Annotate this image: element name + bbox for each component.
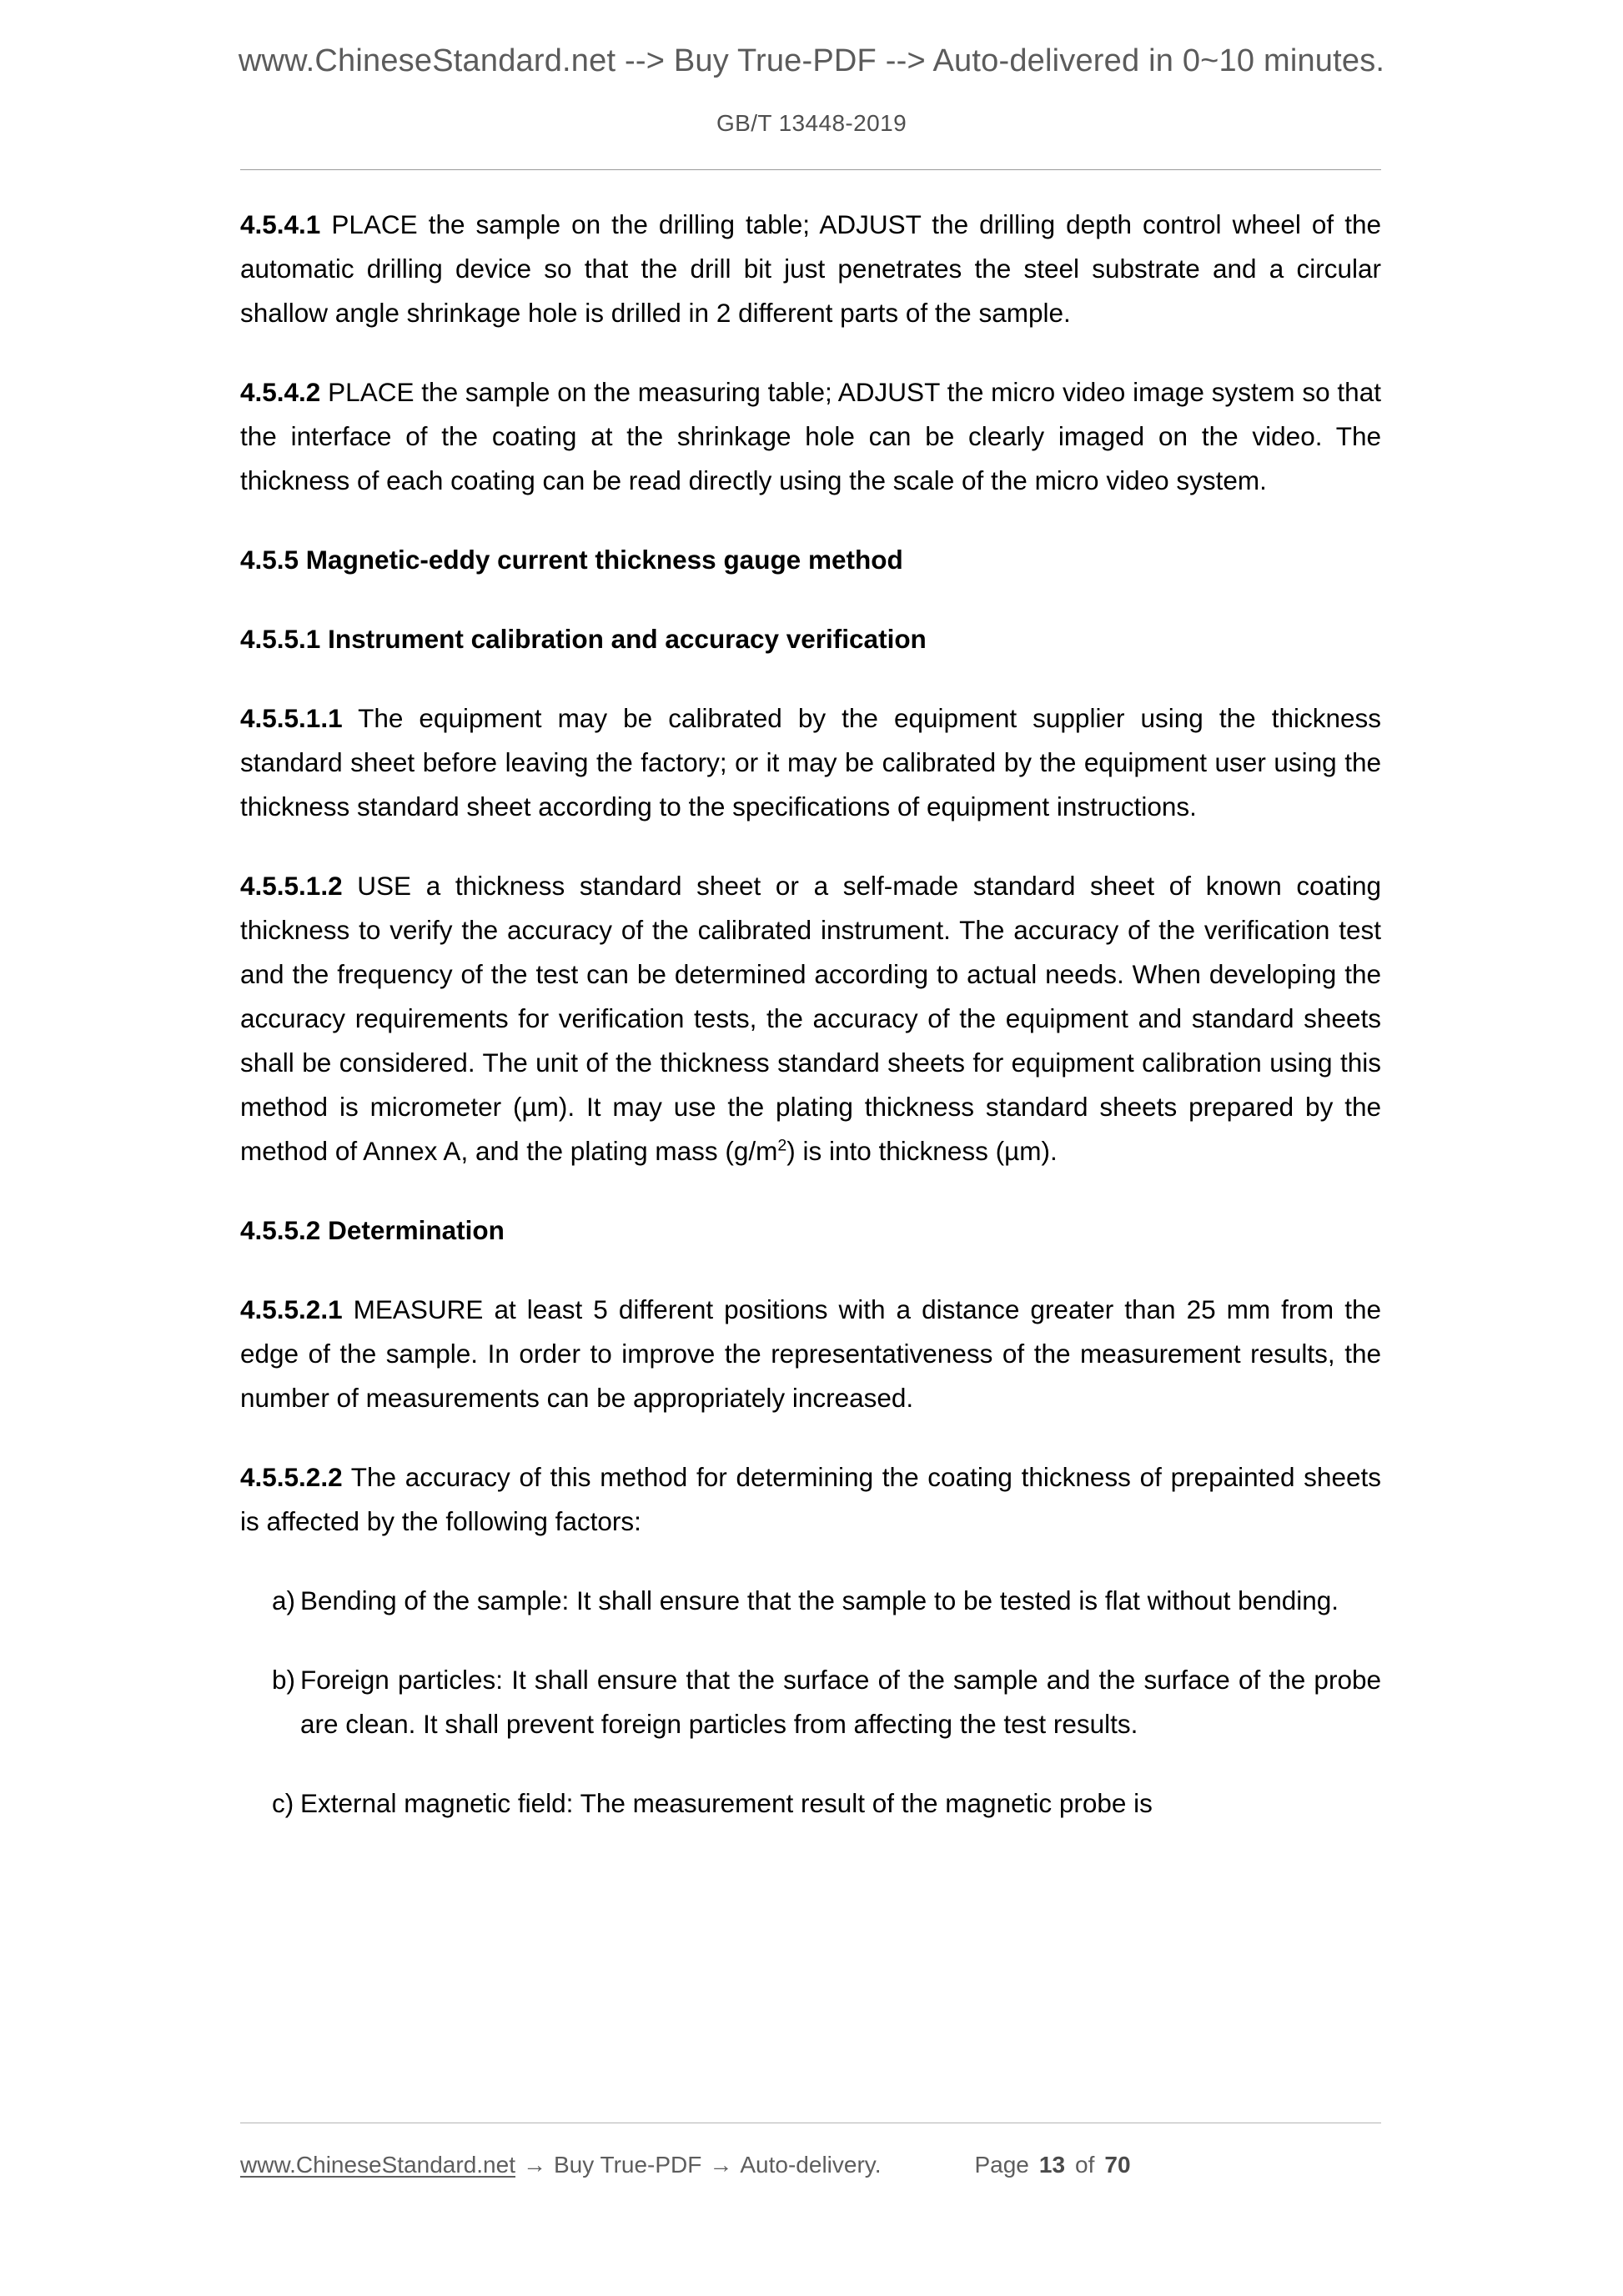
list-item-text: Bending of the sample: It shall ensure that the sample to be tested is flat without bending. (300, 1585, 1339, 1615)
list-marker: b) (272, 1665, 296, 1695)
section-heading-4-5-5-1: 4.5.5.1 Instrument calibration and accuracy verification (240, 624, 927, 654)
arrow-right-icon: → (709, 2152, 733, 2178)
list-item (240, 1579, 1381, 1623)
current-page-number: 13 (1038, 2152, 1066, 2178)
clause-text: The accuracy of this method for determining the coating thickness of prepainted sheets is affected by the following factors: (240, 1462, 1381, 1536)
clause-text-part-1: USE a thickness standard sheet or a self-made standard sheet of known coating thickness to verify the accuracy of the calibrated instrument. The accuracy of the verification test and the frequency of the test can be determined according to actual needs. When developing the accuracy requirements for verification tests, the accuracy of the equipment and standard sheets shall be considered. The unit of the thickness standard sheets for equipment calibration using this method is micrometer (µm). It may use the plating thickness standard sheets prepared by the method of Annex A, and the plating mass (g/m (240, 871, 1381, 1166)
clause-text: PLACE the sample on the measuring table; ADJUST the micro video image system so that the interface of the coating at the shrinkage hole can be clearly imaged on the video. The thickness of each coating can be read directly using the scale of the micro video system. (240, 377, 1381, 495)
clause-text-part-2: ) is into thickness (µm). (786, 1136, 1058, 1166)
clause-paragraph-with-superscript (240, 864, 1381, 1173)
list-item-text: Foreign particles: It shall ensure that the surface of the sample and the surface of the probe are clean. It shall prevent foreign particles from affecting the test results. (300, 1665, 1381, 1739)
page-label: Page (974, 2152, 1029, 2178)
document-body (240, 203, 1381, 1826)
clause-number: 4.5.4.2 (240, 377, 321, 407)
clause-text: MEASURE at least 5 different positions with a distance greater than 25 mm from the edge of the sample. In order to improve the representativeness of the measurement results, the number of measurements can be appropriately increased. (240, 1294, 1381, 1413)
clause-paragraph (240, 696, 1381, 829)
clause-number: 4.5.5.1.1 (240, 703, 343, 733)
total-page-number: 70 (1104, 2152, 1131, 2178)
superscript-exponent: 2 (777, 1136, 787, 1155)
of-label: of (1075, 2152, 1095, 2178)
arrow-right-icon: → (522, 2152, 546, 2178)
clause-number: 4.5.4.1 (240, 209, 321, 239)
list-marker: c) (272, 1788, 294, 1818)
promo-banner: www.ChineseStandard.net --> Buy True-PDF --> Auto-delivered in 0~10 minutes. (238, 43, 1385, 78)
clause-number: 4.5.5.1.2 (240, 871, 343, 901)
factor-list (240, 1579, 1381, 1826)
clause-paragraph (240, 203, 1381, 335)
clause-paragraph (240, 370, 1381, 503)
list-marker: a) (272, 1585, 296, 1615)
clause-paragraph (240, 1288, 1381, 1420)
clause-number: 4.5.5.2.2 (240, 1462, 343, 1492)
clause-text: PLACE the sample on the drilling table; ADJUST the drilling depth control wheel of the automatic drilling device so that the drill bit just penetrates the steel substrate and a circular shallow angle shrinkage hole is drilled in 2 different parts of the sample. (240, 209, 1381, 328)
clause-text: The equipment may be calibrated by the equipment supplier using the thickness standard sheet before leaving the factory; or it may be calibrated by the equipment user using the thickness standard sheet according to the specifications of equipment instructions. (240, 703, 1381, 821)
footer-url-link[interactable]: www.ChineseStandard.net (240, 2152, 515, 2178)
header-divider (240, 169, 1381, 170)
page-indicator (974, 2152, 1130, 2178)
list-item (240, 1781, 1381, 1826)
clause-paragraph (240, 1455, 1381, 1544)
section-heading-4-5-5: 4.5.5 Magnetic-eddy current thickness gauge method (240, 545, 903, 575)
list-item (240, 1658, 1381, 1746)
clause-number: 4.5.5.2.1 (240, 1294, 343, 1324)
section-heading-4-5-5-2: 4.5.5.2 Determination (240, 1215, 505, 1245)
footer-buy-label: Buy True-PDF (553, 2152, 702, 2178)
list-item-text: External magnetic field: The measurement result of the magnetic probe is (300, 1788, 1153, 1818)
page-footer (240, 2152, 1381, 2178)
standard-number-header: GB/T 13448-2019 (716, 110, 907, 136)
footer-delivery-label: Auto-delivery. (740, 2152, 882, 2178)
